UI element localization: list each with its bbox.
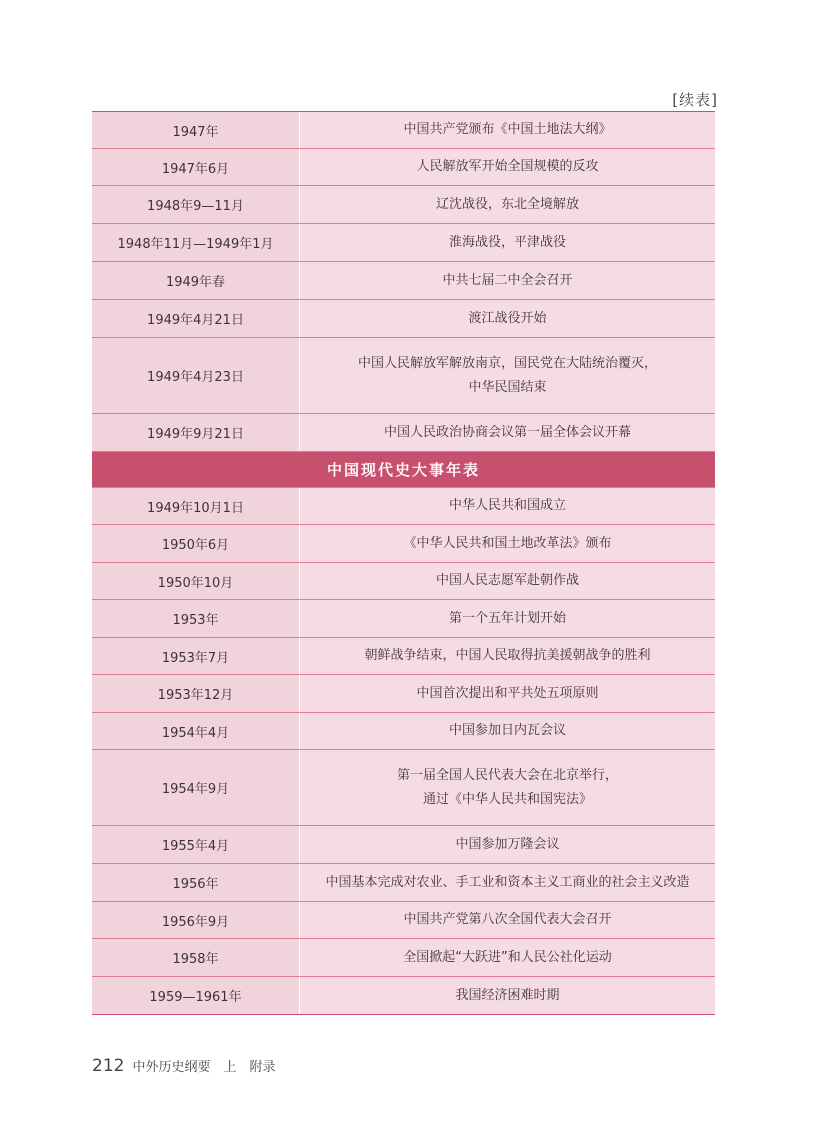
date-cell: 1954年4月 [92,713,300,749]
event-cell: 我国经济困难时期 [300,977,715,1014]
table-row [92,525,715,563]
date-cell: 1948年11月—1949年1月 [92,224,300,261]
date-cell: 1956年9月 [92,902,300,938]
table-row [92,563,715,600]
event-line: 中华民国结束 [468,379,547,395]
page-footer [92,1055,275,1077]
event-cell [300,750,715,825]
date-cell: 1947年6月 [92,149,300,185]
date-cell: 1949年春 [92,262,300,299]
table-row [92,939,715,977]
event-cell: 朝鲜战争结束，中国人民取得抗美援朝战争的胜利 [300,638,715,674]
table-row [92,488,715,525]
event-cell: 中国人民政治协商会议第一届全体会议开幕 [300,414,715,451]
event-cell: 中国参加万隆会议 [300,826,715,863]
event-line: 中国人民解放军解放南京，国民党在大陆统治覆灭， [357,355,657,371]
event-cell [300,338,715,413]
date-cell: 1950年10月 [92,563,300,599]
event-cell: 全国掀起“大跃进”和人民公社化运动 [300,939,715,976]
date-cell: 1959—1961年 [92,977,300,1014]
event-cell: 中国共产党第八次全国代表大会召开 [300,902,715,938]
page-number: 212 [92,1056,125,1076]
event-line: 通过《中华人民共和国宪法》 [422,791,592,807]
table-row [92,977,715,1015]
table-row [92,224,715,262]
table-row [92,638,715,675]
date-cell: 1956年 [92,864,300,901]
chronology-table [92,111,715,1015]
event-line: 第一届全国人民代表大会在北京举行， [396,767,618,783]
event-cell: 中国参加日内瓦会议 [300,713,715,749]
table-row [92,902,715,939]
table-row [92,600,715,638]
date-cell: 1953年 [92,600,300,637]
date-cell: 1948年9—11月 [92,186,300,223]
table-row [92,149,715,186]
table-row [92,713,715,750]
event-cell: 中国人民志愿军赴朝作战 [300,563,715,599]
date-cell: 1954年9月 [92,750,300,825]
date-cell: 1949年9月21日 [92,414,300,451]
table-row [92,186,715,224]
date-cell: 1950年6月 [92,525,300,562]
date-cell: 1949年4月23日 [92,338,300,413]
date-cell: 1953年12月 [92,675,300,712]
date-cell: 1955年4月 [92,826,300,863]
table-row [92,864,715,902]
table-row [92,300,715,338]
book-title: 中外历史纲要 上 附录 [132,1060,276,1075]
date-cell: 1958年 [92,939,300,976]
event-cell: 人民解放军开始全国规模的反攻 [300,149,715,185]
date-cell: 1953年7月 [92,638,300,674]
event-cell: 中国首次提出和平共处五项原则 [300,675,715,712]
table-row [92,414,715,452]
event-cell: 第一个五年计划开始 [300,600,715,637]
table-row [92,262,715,300]
table-row [92,826,715,864]
date-cell: 1949年10月1日 [92,488,300,524]
date-cell: 1949年4月21日 [92,300,300,337]
event-cell: 《中华人民共和国土地改革法》颁布 [300,525,715,562]
section-header: 中国现代史大事年表 [92,452,715,488]
event-cell: 中国共产党颁布《中国土地法大纲》 [300,112,715,148]
event-cell: 渡江战役开始 [300,300,715,337]
event-cell: 中华人民共和国成立 [300,488,715,524]
event-cell: 辽沈战役，东北全境解放 [300,186,715,223]
table-row [92,112,715,149]
table-row [92,675,715,713]
table-row [92,750,715,826]
table-row [92,338,715,414]
event-cell: 中共七届二中全会召开 [300,262,715,299]
event-cell: 中国基本完成对农业、手工业和资本主义工商业的社会主义改造 [300,864,715,901]
date-cell: 1947年 [92,112,300,148]
continued-table-label: [续表] [672,91,718,109]
event-cell: 淮海战役，平津战役 [300,224,715,261]
